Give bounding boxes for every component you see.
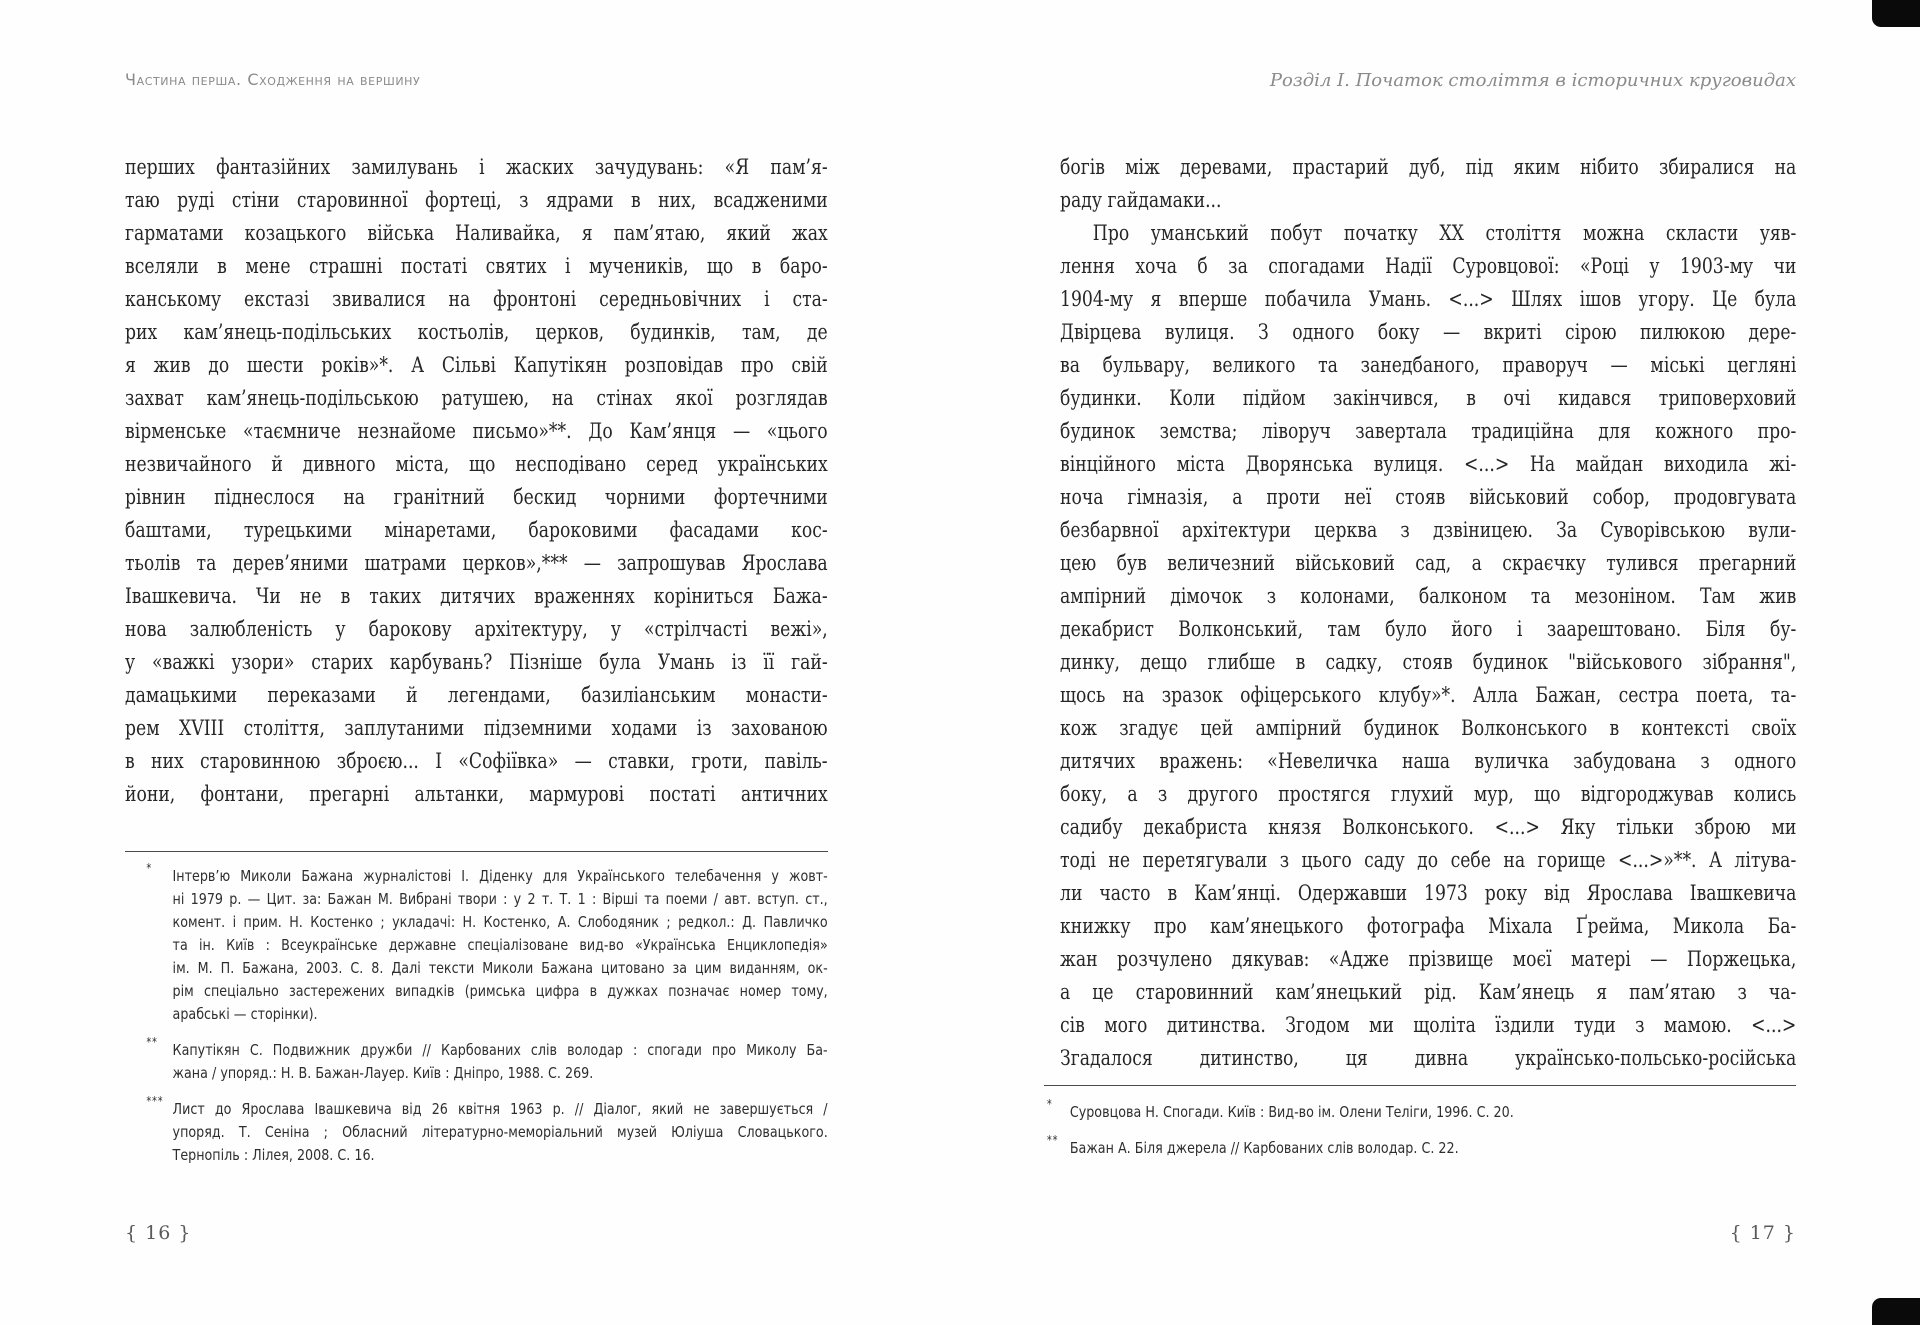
left-footnote-separator bbox=[125, 851, 828, 852]
left-body-text bbox=[125, 150, 828, 810]
text-line: вселяли в мене страшні постаті святих і мучеників, що в баро- bbox=[125, 253, 828, 278]
text-line: Бажан А. Біля джерела // Карбованих слів володар. С. 22. bbox=[1069, 1138, 1459, 1157]
right-page-number: { 17 } bbox=[1729, 1222, 1796, 1244]
right-running-head: Розділ І. Початок століття в історичних круговидах bbox=[1269, 70, 1796, 91]
text-line: Капутікян С. Подвижник дружби // Карбованих слів володар : спогади про Миколу Ба- bbox=[172, 1040, 828, 1059]
right-body-text bbox=[1060, 150, 1796, 1074]
footnote bbox=[125, 1094, 828, 1166]
text-line: гарматами козацького війська Наливайка, я пам’ятаю, який жах bbox=[125, 220, 828, 245]
text-line: а це старовинний кам’янецький рід. Кам’янець я пам’ятаю з ча- bbox=[1060, 979, 1797, 1004]
text-line: захват кам’янець-подільською ратушею, на стінах якої розглядав bbox=[125, 385, 828, 410]
text-line: Двірцева вулиця. З одного боку — вкриті сірою пилюкою дере- bbox=[1060, 319, 1797, 344]
text-line: вінційного міста Дворянська вулиця. <...> На майдан виходила жі- bbox=[1060, 451, 1797, 476]
text-line: ім. М. П. Бажана, 2003. С. 8. Далі тексти Миколи Бажана цитовано за цим виданням, ок- bbox=[172, 958, 828, 977]
text-line: йони, фонтани, прегарні альтанки, мармурові постаті античних bbox=[125, 781, 828, 806]
left-footnotes bbox=[125, 861, 828, 1179]
text-line: упоряд. Т. Сеніна ; Обласний літературно-меморіальний музей Юліуша Словацького. bbox=[172, 1122, 828, 1141]
text-line: тьолів та дерев’яними шатрами церков»,*** — запрошував Ярослава bbox=[125, 550, 828, 575]
text-line: будинок земства; ліворуч завертала традиційна для кожного про- bbox=[1060, 418, 1797, 443]
text-line: дитячих вражень: «Невеличка наша вуличка забудована з одного bbox=[1060, 748, 1797, 773]
text-line: Івашкевича. Чи не в таких дитячих враженнях коріниться Бажа- bbox=[125, 583, 828, 608]
footnote-marker: ** bbox=[1046, 1133, 1059, 1147]
text-line: дамацькими переказами й легендами, базиліанським монасти- bbox=[125, 682, 828, 707]
text-line: та ін. Київ : Всеукраїнське державне спеціалізоване вид-во «Українська Енциклопедія» bbox=[172, 935, 828, 954]
text-line: книжку про кам’янецького фотографа Міхала Ґрейма, Микола Ба- bbox=[1060, 913, 1797, 938]
text-line: ли часто в Кам’янці. Одержавши 1973 року від Ярослава Івашкевича bbox=[1060, 880, 1797, 905]
text-line: будинки. Коли підйом закінчився, в очі кидався триповерховий bbox=[1060, 385, 1797, 410]
text-line: комент. і прим. Н. Костенко ; укладачі: Н. Костенко, А. Слободяник ; редкол.: Д. Павличко bbox=[172, 912, 828, 931]
text-line: садибу декабриста князя Волконського. <...> Яку тільки зброю ми bbox=[1060, 814, 1797, 839]
left-page-number: { 16 } bbox=[125, 1222, 192, 1244]
text-line: декабрист Волконський, там було його і заарештовано. Біля бу- bbox=[1060, 616, 1797, 641]
text-line: ва бульвару, великого та занедбаного, праворуч — міські цегляні bbox=[1060, 352, 1797, 377]
left-page bbox=[125, 0, 828, 1325]
text-line: раду гайдамаки... bbox=[1060, 187, 1222, 212]
text-line: богів між деревами, прастарий дуб, під яким нібито збиралися на bbox=[1060, 154, 1797, 179]
text-line: нова залюбленість у барокову архітектуру, у «стрілчасті вежі», bbox=[125, 616, 828, 641]
text-line: перших фантазійних замилувань і жаских зачудувань: «Я пам’я- bbox=[125, 154, 828, 179]
text-line: у «важкі узори» старих карбувань? Пізніше була Умань із її гай- bbox=[125, 649, 828, 674]
footnote bbox=[1046, 1133, 1796, 1159]
right-footnote-separator bbox=[1044, 1085, 1796, 1086]
text-line: жан розчулено дякував: «Адже прізвище моєї матері — Поржецька, bbox=[1060, 946, 1797, 971]
text-line: цею був величезний військовий сад, а скраєчку тулився прегарний bbox=[1060, 550, 1797, 575]
text-line: Про уманський побут початку XX століття можна скласти уяв- bbox=[1092, 220, 1797, 245]
text-line: рем XVIII століття, заплутаними підземними ходами із захованою bbox=[125, 715, 828, 740]
footnote bbox=[1046, 1097, 1796, 1123]
left-running-head: Частина перша. Сходження на вершину bbox=[125, 70, 421, 89]
scan-artifact-top-right bbox=[1872, 0, 1920, 27]
text-line: Суровцова Н. Спогади. Київ : Вид-во ім. Олени Теліги, 1996. С. 20. bbox=[1069, 1102, 1514, 1121]
text-line: Тернопіль : Лілея, 2008. С. 16. bbox=[172, 1145, 375, 1164]
text-line: канському екстазі звивалися на фронтоні середньовічних і ста- bbox=[125, 286, 828, 311]
footnote-marker: * bbox=[146, 861, 153, 875]
text-line: рім спеціально застережених випадків (римська цифра в дужках позначає номер тому, bbox=[172, 981, 828, 1000]
text-line: боку, а з другого простягся глухий мур, що відгороджував колись bbox=[1060, 781, 1797, 806]
text-line: арабські — сторінки). bbox=[172, 1004, 318, 1023]
text-line: Лист до Ярослава Івашкевича від 26 квітня 1963 р. // Діалог, який не завершується / bbox=[172, 1099, 828, 1118]
text-line: безбарвної архітектури церква з дзвіницею. За Суворівською вули- bbox=[1060, 517, 1797, 542]
text-line: 1904-му я вперше побачила Умань. <...> Шлях ішов угору. Це була bbox=[1060, 286, 1797, 311]
text-line: я жив до шести років»*. А Сільві Капутікян розповідав про свій bbox=[125, 352, 828, 377]
footnote bbox=[125, 861, 828, 1025]
text-line: динку, дещо глибше в садку, стояв будинок "військового зібрання", bbox=[1060, 649, 1797, 674]
text-line: таю руді стіни старовинної фортеці, з ядрами в них, всадженими bbox=[125, 187, 828, 212]
text-line: баштами, турецькими мінаретами, бароковими фасадами кос- bbox=[125, 517, 828, 542]
text-line: ампірний дімочок з колонами, балконом та мезоніном. Там жив bbox=[1060, 583, 1797, 608]
text-line: в них старовинною зброєю... І «Софіївка» — ставки, гроти, павіль- bbox=[125, 748, 828, 773]
text-line: вірменське «таємниче незнайоме письмо»**. До Кам’янця — «цього bbox=[125, 418, 828, 443]
footnote-marker: *** bbox=[146, 1094, 164, 1108]
text-line: Інтерв’ю Миколи Бажана журналістові І. Діденку для Українського телебачення у жовт- bbox=[172, 866, 828, 885]
right-footnotes bbox=[1046, 1097, 1796, 1172]
text-line: ноча гімназія, а проти неї стояв військовий собор, продовгувата bbox=[1060, 484, 1797, 509]
right-page bbox=[1046, 0, 1797, 1325]
footnote bbox=[125, 1035, 828, 1084]
text-line: тоді не перетягували з цього саду до себе на горище <...>»**. А літува- bbox=[1060, 847, 1797, 872]
text-line: кож згадує цей ампірний будинок Волконського в контексті своїх bbox=[1060, 715, 1797, 740]
text-line: щось на зразок офіцерського клубу»*. Алла Бажан, сестра поета, та- bbox=[1060, 682, 1797, 707]
text-line: рівнин піднеслося на гранітний бескид чорними фортечними bbox=[125, 484, 828, 509]
footnote-marker: ** bbox=[146, 1035, 158, 1049]
text-line: сів мого дитинства. Згодом ми щоліта їздили туди з мамою. <...> bbox=[1060, 1012, 1797, 1037]
text-line: ні 1979 р. — Цит. за: Бажан М. Вибрані твори : у 2 т. Т. 1 : Вірші та поеми / авт. вступ. ст., bbox=[172, 889, 828, 908]
text-line: Згадалося дитинство, ця дивна українсько-польсько-російська bbox=[1060, 1045, 1797, 1070]
text-line: лення хоча б за спогадами Надії Суровцової: «Році у 1903-му чи bbox=[1060, 253, 1797, 278]
text-line: незвичайного й дивного міста, що несподівано серед українських bbox=[125, 451, 828, 476]
text-line: рих кам’янець-подільських костьолів, церков, будинків, там, де bbox=[125, 319, 828, 344]
footnote-marker: * bbox=[1046, 1097, 1053, 1111]
scan-artifact-bottom-right bbox=[1872, 1298, 1920, 1325]
text-line: жана / упоряд.: Н. В. Бажан-Лауер. Київ : Дніпро, 1988. С. 269. bbox=[172, 1063, 594, 1082]
